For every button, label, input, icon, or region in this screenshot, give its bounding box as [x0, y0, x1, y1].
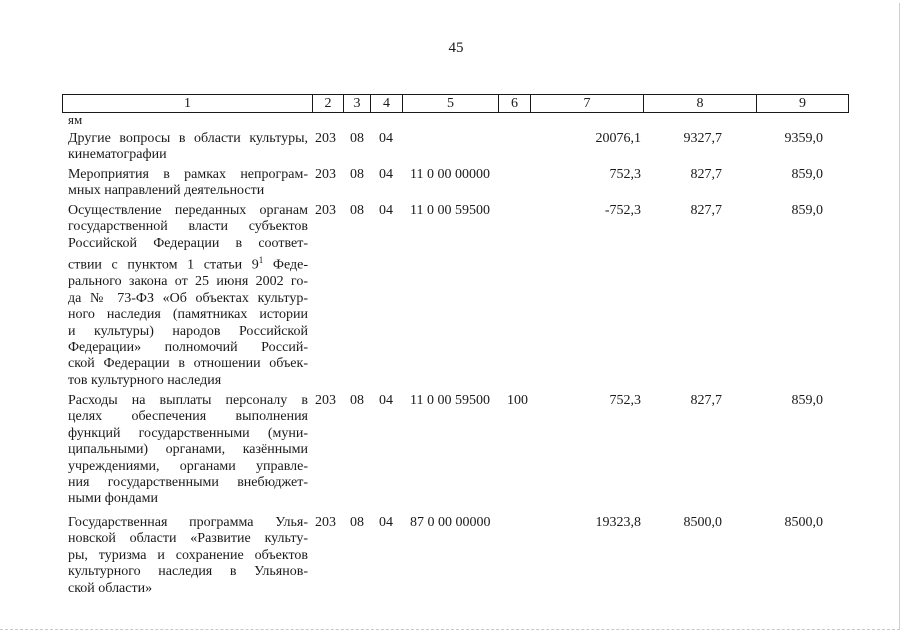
cell-amount-7: 20076,1	[595, 131, 641, 146]
cell-admin: 203	[315, 515, 336, 530]
cell-admin: 203	[315, 167, 336, 182]
header-row	[63, 95, 849, 113]
row-name-line: Федерации» полномочий Россий-	[68, 339, 308, 355]
header-col-9: 9	[757, 95, 849, 113]
row-name-line: ния государственными внебюджет-	[68, 475, 308, 491]
footnote-sup: 1	[258, 255, 264, 266]
continuation-text: ям	[68, 112, 83, 127]
row-name-line: новской области «Развитие культу-	[68, 531, 308, 547]
cell-target: 87 0 00 00000	[410, 515, 491, 530]
cell-subsection: 04	[379, 131, 393, 146]
cell-section: 08	[350, 131, 364, 146]
cell-amount-9: 859,0	[791, 203, 823, 218]
row-name-line: ствии с пунктом 1 статьи 9	[68, 257, 259, 273]
cell-section: 08	[350, 393, 364, 408]
row-name-line: ской Федерации в отношении объек-	[68, 356, 308, 372]
cell-subsection: 04	[379, 167, 393, 182]
page-frame-right	[899, 3, 900, 630]
row-name	[68, 515, 308, 597]
row-name-line: функций государственными (муни-	[68, 425, 308, 441]
header-col-8: 8	[644, 95, 757, 113]
row-name	[68, 393, 308, 508]
row-name-line: Российской Федерации в соответ-	[68, 235, 308, 251]
cell-amount-8: 827,7	[690, 167, 722, 182]
cell-subsection: 04	[379, 515, 393, 530]
row-name-line: учреждениями, органами управле-	[68, 458, 308, 474]
cell-subsection: 04	[379, 393, 393, 408]
cell-amount-9: 9359,0	[784, 131, 823, 146]
row-name-line: Расходы на выплаты персоналу в	[68, 393, 308, 408]
row-name-line: да № 73-ФЗ «Об объектах культур-	[68, 290, 308, 306]
row-name-line: Другие вопросы в области культуры,	[68, 131, 308, 146]
cell-amount-8: 827,7	[690, 393, 722, 408]
row-name-line: ской области»	[68, 580, 153, 596]
cell-section: 08	[350, 203, 364, 218]
row-name-line: ного наследия (памятниках истории	[68, 307, 308, 323]
cell-amount-8: 827,7	[690, 203, 722, 218]
row-name-line-with-sup	[68, 252, 308, 274]
cell-expense-type: 100	[507, 393, 528, 408]
cell-subsection: 04	[379, 203, 393, 218]
row-name-line: Государственная программа Улья-	[68, 515, 308, 530]
cell-admin: 203	[315, 393, 336, 408]
cell-amount-8: 8500,0	[683, 515, 722, 530]
cell-amount-7: -752,3	[604, 203, 641, 218]
table-header	[62, 94, 849, 113]
row-name-line: целях обеспечения выполнения	[68, 409, 308, 425]
row-name-line: Осуществление переданных органам	[68, 203, 308, 218]
row-name-line: тов культурного наследия	[68, 372, 222, 388]
page-number: 45	[448, 40, 464, 56]
page-frame-bottom	[0, 629, 900, 630]
row-name	[68, 131, 308, 164]
row-name	[68, 167, 308, 200]
header-col-7: 7	[531, 95, 644, 113]
header-col-2: 2	[313, 95, 344, 113]
cell-amount-9: 859,0	[791, 393, 823, 408]
row-name-line: мных направлений деятельности	[68, 183, 265, 199]
row-name	[68, 203, 308, 389]
cell-amount-9: 859,0	[791, 167, 823, 182]
cell-target: 11 0 00 59500	[410, 203, 490, 218]
cell-amount-9: 8500,0	[784, 515, 823, 530]
cell-section: 08	[350, 167, 364, 182]
row-name-line: кинематографии	[68, 147, 167, 163]
cell-amount-7: 752,3	[609, 393, 641, 408]
row-name-line: Мероприятия в рамках непрограм-	[68, 167, 308, 182]
cell-target: 11 0 00 00000	[410, 167, 490, 182]
row-name-line-tail: Феде-	[263, 257, 309, 273]
cell-amount-7: 19323,8	[595, 515, 641, 530]
header-col-3: 3	[344, 95, 371, 113]
header-col-5: 5	[403, 95, 499, 113]
cell-admin: 203	[315, 131, 336, 146]
cell-amount-7: 752,3	[609, 167, 641, 182]
cell-target: 11 0 00 59500	[410, 393, 490, 408]
row-name-line: рального закона от 25 июня 2002 го-	[68, 274, 308, 290]
header-col-4: 4	[371, 95, 403, 113]
header-col-1: 1	[63, 95, 313, 113]
row-name-line: ципальными) органами, казёнными	[68, 442, 308, 458]
header-col-6: 6	[499, 95, 531, 113]
row-name-line: культурного наследия в Ульянов-	[68, 564, 308, 580]
row-name-line: и культуры) народов Российской	[68, 323, 308, 339]
cell-section: 08	[350, 515, 364, 530]
cell-amount-8: 9327,7	[683, 131, 722, 146]
row-name-line: государственной власти субъектов	[68, 219, 308, 235]
cell-admin: 203	[315, 203, 336, 218]
row-name-line: ными фондами	[68, 491, 159, 507]
row-name-line: ры, туризма и сохранение объектов	[68, 547, 308, 563]
